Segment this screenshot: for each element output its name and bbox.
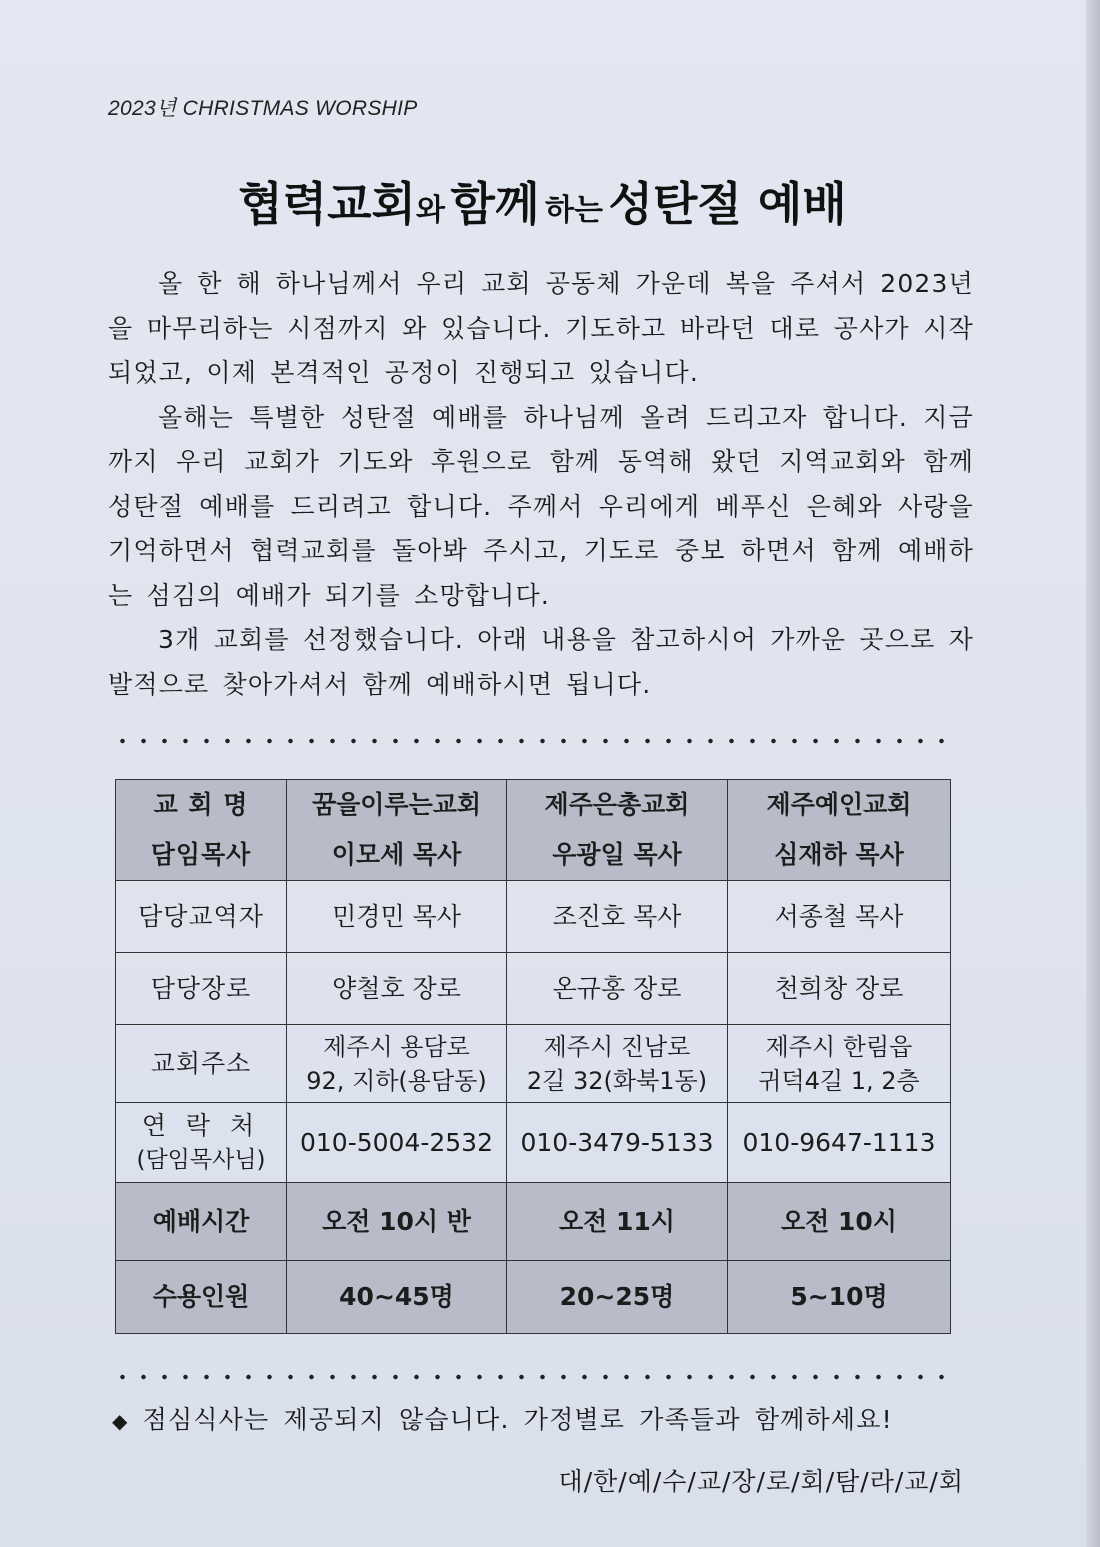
capacity-cell: 40~45명 bbox=[287, 1261, 507, 1334]
church-info-table bbox=[115, 779, 951, 1334]
paragraph-3: 3개 교회를 선정했습니다. 아래 내용을 참고하시어 가까운 곳으로 자발적으로 찾아가셔서 함께 예배하시면 됩니다. bbox=[108, 625, 974, 699]
address-cell bbox=[287, 1025, 507, 1103]
phone-cell: 010-9647-1113 bbox=[728, 1103, 951, 1183]
paper-edge bbox=[1086, 0, 1100, 1547]
capacity-cell: 5~10명 bbox=[728, 1261, 951, 1334]
table-cell: 조진호 목사 bbox=[507, 881, 728, 953]
table-row bbox=[116, 881, 951, 953]
header-tag: 2023년 CHRISTMAS WORSHIP bbox=[108, 97, 418, 120]
row-label: 담당장로 bbox=[116, 953, 287, 1025]
address-line-2: 2길 32(화북1동) bbox=[526, 1066, 708, 1095]
title-part-4: 하는 bbox=[545, 193, 603, 228]
row-label: 수용인원 bbox=[116, 1261, 287, 1334]
table-cell: 양철호 장로 bbox=[287, 953, 507, 1025]
label-senior-pastor: 담임목사 bbox=[150, 840, 252, 869]
church-name: 꿈을이루는교회 bbox=[311, 790, 482, 819]
table-cell: 온규홍 장로 bbox=[507, 953, 728, 1025]
church-pastor: 심재하 목사 bbox=[774, 840, 904, 869]
table-row-address bbox=[116, 1025, 951, 1103]
address-line-1: 제주시 한림읍 bbox=[765, 1032, 913, 1061]
title-part-1: 협력교회 bbox=[238, 177, 416, 231]
table-row-contact bbox=[116, 1103, 951, 1183]
church-pastor: 이모세 목사 bbox=[331, 840, 462, 869]
page-title bbox=[0, 168, 1085, 234]
time-cell: 오전 10시 bbox=[728, 1183, 951, 1261]
table-row-time bbox=[116, 1183, 951, 1261]
row-label: 예배시간 bbox=[116, 1183, 287, 1261]
church-header-cell bbox=[287, 780, 507, 881]
dotted-divider-top bbox=[112, 738, 952, 744]
title-part-2: 와 bbox=[415, 193, 445, 228]
title-part-5: 성탄절 예배 bbox=[608, 177, 847, 231]
address-line-2: 귀덕4길 1, 2층 bbox=[758, 1066, 920, 1095]
address-line-2: 92, 지하(용담동) bbox=[306, 1066, 487, 1095]
table-row-capacity bbox=[116, 1261, 951, 1334]
address-cell bbox=[728, 1025, 951, 1103]
address-line-1: 제주시 진남로 bbox=[543, 1032, 691, 1061]
table-cell: 서종철 목사 bbox=[728, 881, 951, 953]
capacity-cell: 20~25명 bbox=[507, 1261, 728, 1334]
time-cell: 오전 10시 반 bbox=[287, 1183, 507, 1261]
phone-cell: 010-3479-5133 bbox=[507, 1103, 728, 1183]
title-part-3: 함께 bbox=[450, 177, 540, 231]
contact-label: 연 락 처 bbox=[141, 1110, 261, 1140]
header-label-cell bbox=[116, 780, 287, 881]
dotted-divider-bottom bbox=[112, 1374, 952, 1380]
row-label: 교회주소 bbox=[116, 1025, 287, 1103]
church-pastor: 우광일 목사 bbox=[552, 840, 682, 869]
diamond-bullet-icon: ◆ bbox=[112, 1409, 129, 1433]
body-text bbox=[108, 262, 974, 707]
church-header-cell bbox=[507, 780, 728, 881]
contact-sublabel: (담임목사님) bbox=[136, 1146, 266, 1173]
time-cell: 오전 11시 bbox=[507, 1183, 728, 1261]
footer-note bbox=[112, 1400, 893, 1436]
contact-label-cell bbox=[116, 1103, 287, 1183]
address-cell bbox=[507, 1025, 728, 1103]
table-row bbox=[116, 953, 951, 1025]
church-header-cell bbox=[728, 780, 951, 881]
church-name: 제주은총교회 bbox=[544, 790, 690, 819]
address-line-1: 제주시 용담로 bbox=[323, 1032, 470, 1061]
church-signature: 대/한/예/수/교/장/로/회/탐/라/교/회 bbox=[558, 1467, 964, 1496]
footer-note-text: 점심식사는 제공되지 않습니다. 가정별로 가족들과 함께하세요! bbox=[142, 1405, 893, 1434]
table-header-row bbox=[116, 780, 951, 881]
paragraph-1: 올 한 해 하나님께서 우리 교회 공동체 가운데 복을 주셔서 2023년을 마무리하는 시점까지 와 있습니다. 기도하고 바라던 대로 공사가 시작되었고, 이제 본격적인 공정이 진행되고 있습니다. bbox=[108, 269, 974, 387]
label-church-name: 교 회 명 bbox=[153, 790, 249, 819]
paragraph-2: 올해는 특별한 성탄절 예배를 하나님께 올려 드리고자 합니다. 지금까지 우리 교회가 기도와 후원으로 함께 동역해 왔던 지역교회와 함께 성탄절 예배를 드리려고 합니다. 주께서 우리에게 베푸신 은혜와 사랑을 기억하면서 협력교회를 돌아봐 주시고, 기도로 중보 하면서 함께 예배하는 섬김의 예배가 되기를 소망합니다. bbox=[108, 402, 974, 610]
church-name: 제주예인교회 bbox=[766, 790, 912, 819]
table-cell: 민경민 목사 bbox=[287, 881, 507, 953]
table-cell: 천희창 장로 bbox=[728, 953, 951, 1025]
row-label: 담당교역자 bbox=[116, 881, 287, 953]
phone-cell: 010-5004-2532 bbox=[287, 1103, 507, 1183]
